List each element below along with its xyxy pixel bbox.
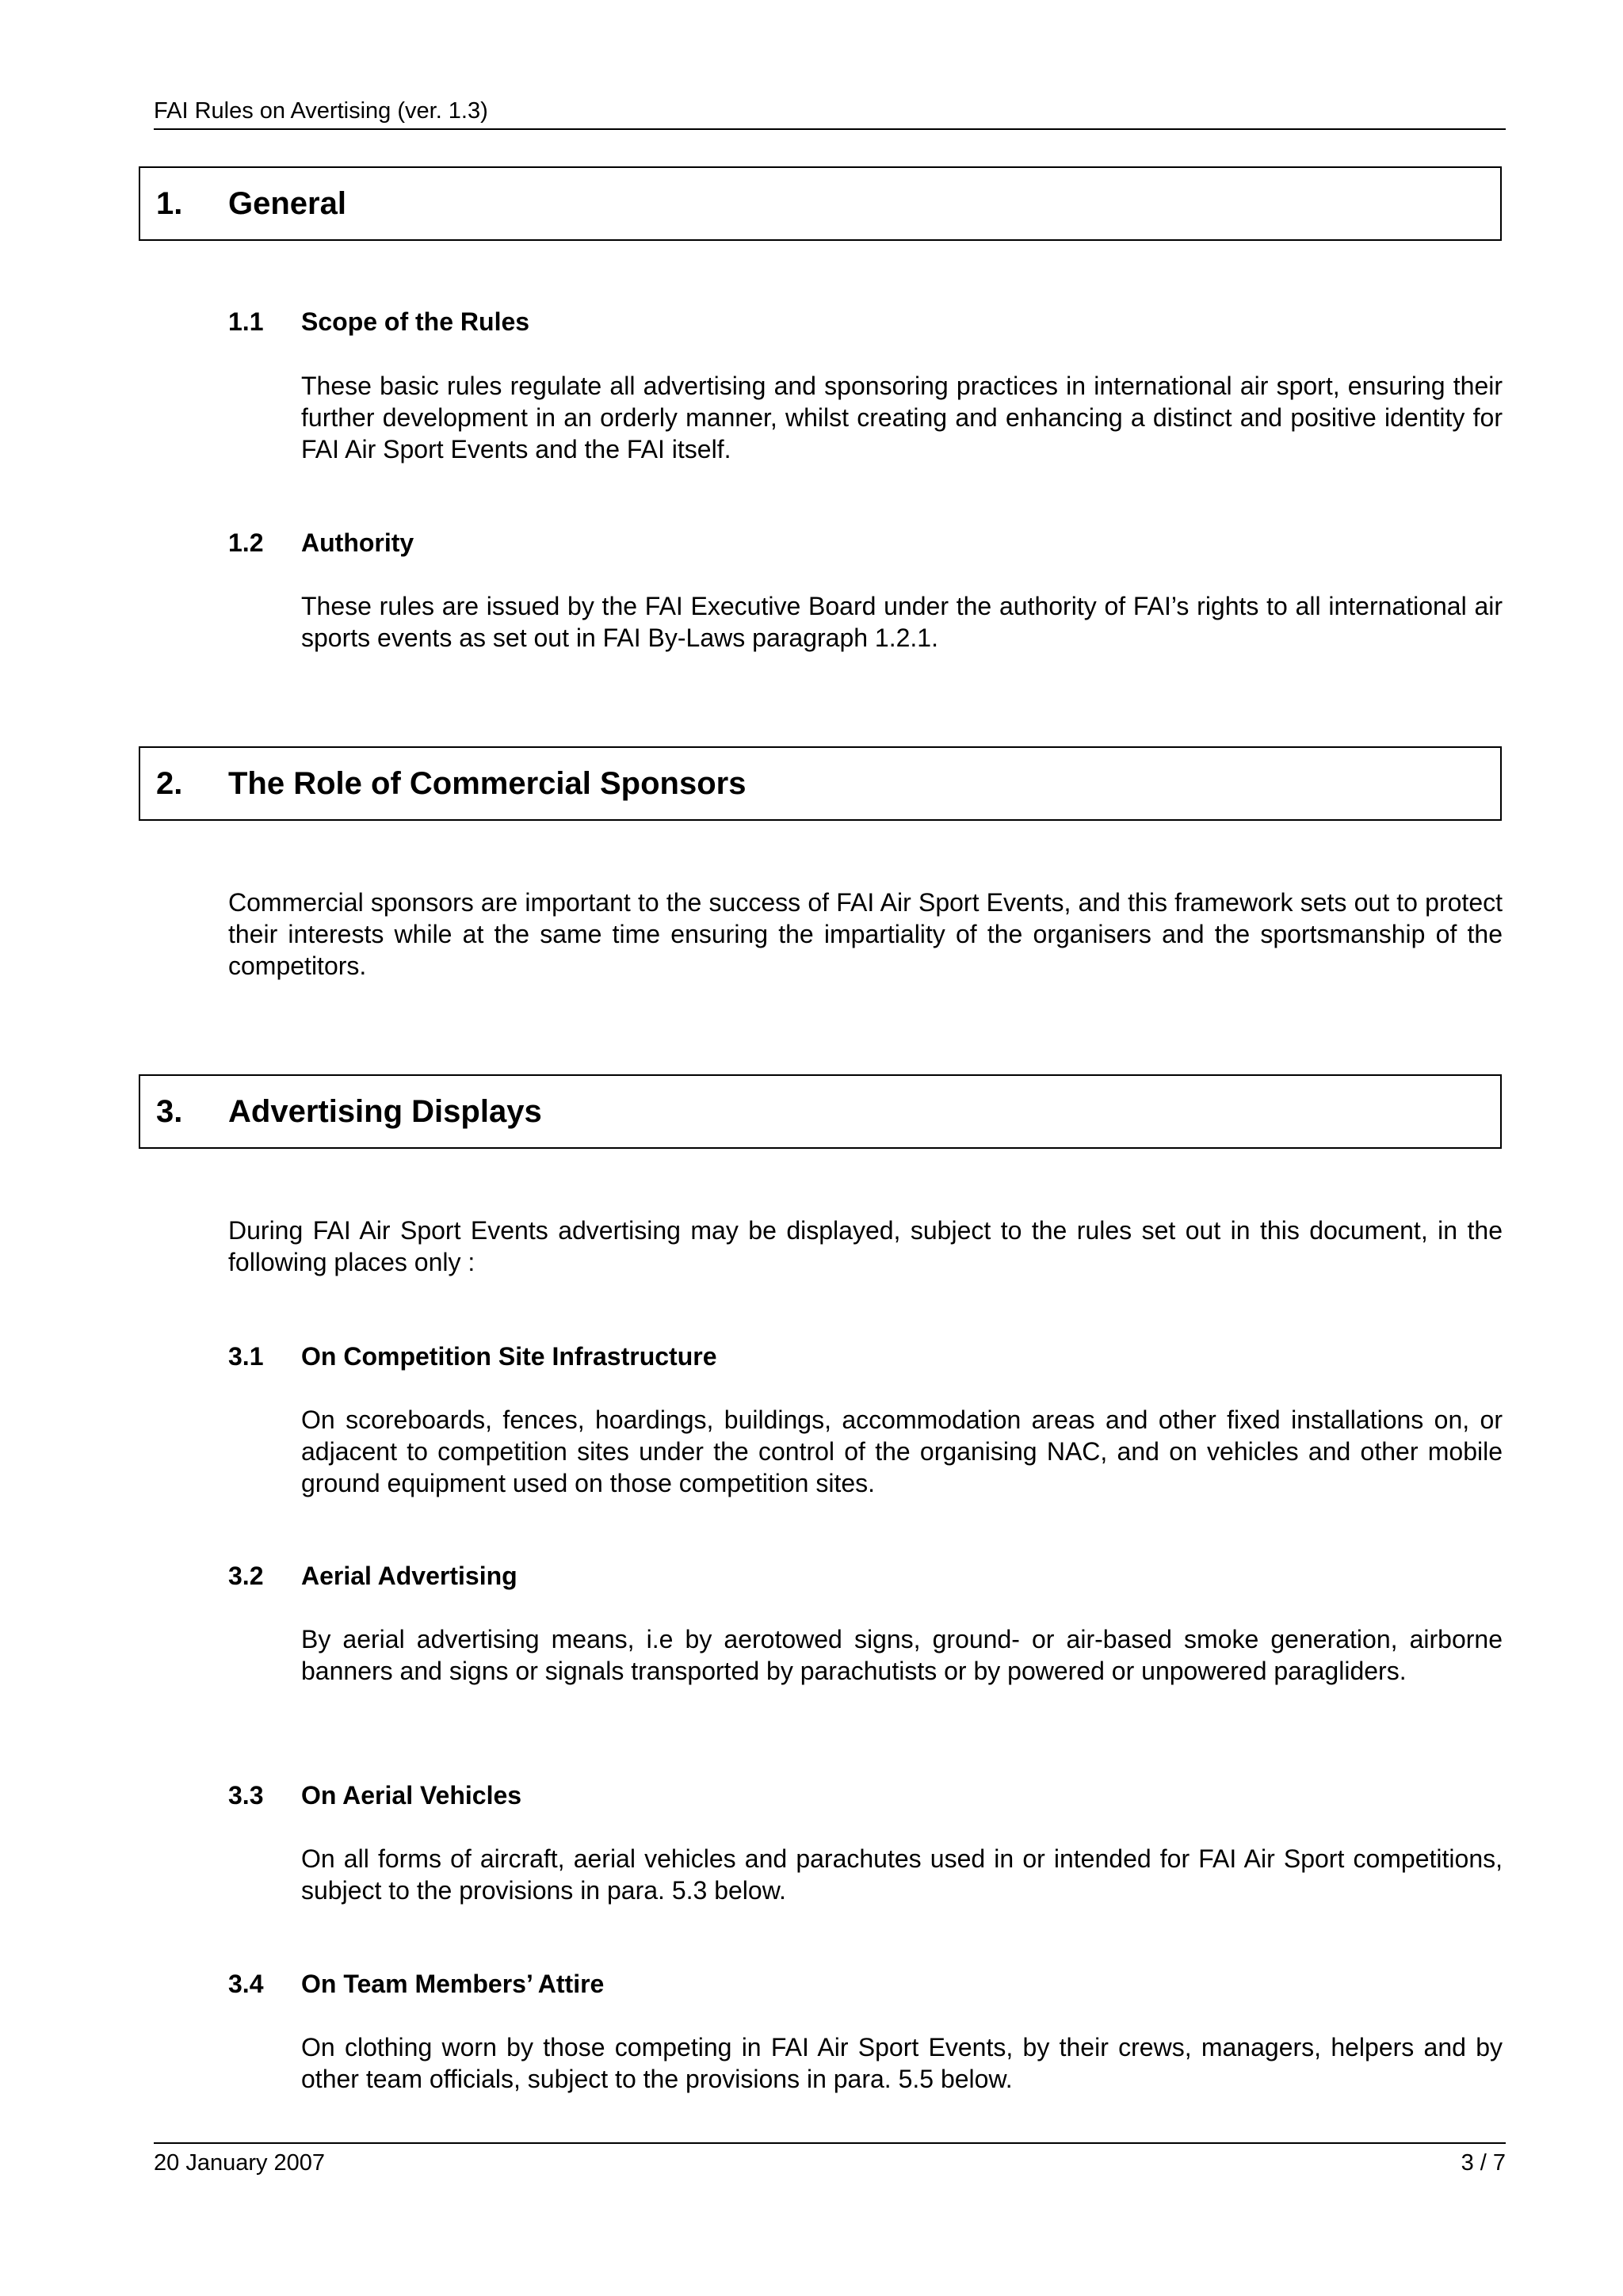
subsection-number: 3.1 [228,1342,264,1371]
subsection-title: On Competition Site Infrastructure [301,1342,717,1371]
section-title: The Role of Commercial Sponsors [228,766,747,801]
footer-date: 20 January 2007 [154,2150,326,2176]
section-heading-advertising-displays [139,1074,1502,1149]
document-title: FAI Rules on Avertising (ver. 1.3) [154,98,488,124]
section-number: 3. [156,1094,183,1129]
paragraph-aerial-advertising: By aerial advertising means, i.e by aerotowed signs, ground- or air-based smoke generation, airborne banners and signs or signals transported by parachutists or by powered or unpowered paragliders. [301,1625,1503,1685]
subsection-title: On Team Members’ Attire [301,1970,605,1998]
section-title: Advertising Displays [228,1094,542,1129]
paragraph-competition-site: On scoreboards, fences, hoardings, buildings, accommodation areas and other fixed installations on, or adjacent to competition sites under the control of the organising NAC, and on vehicles and other mobile ground equipment used on those competition sites. [301,1405,1503,1497]
subsection-number: 1.1 [228,307,264,336]
paragraph-authority: These rules are issued by the FAI Executive Board under the authority of FAI’s rights to all international air sports events as set out in FAI By-Laws paragraph 1.2.1. [301,592,1503,652]
subsection-title: Authority [301,528,414,557]
section-heading-commercial-sponsors [139,746,1502,821]
paragraph-aerial-vehicles: On all forms of aircraft, aerial vehicles and parachutes used in or intended for FAI Air Sport competitions, subject to the provisions in para. 5.3 below. [301,1844,1503,1905]
paragraph-scope: These basic rules regulate all advertising and sponsoring practices in international air sport, ensuring their further development in an orderly manner, whilst creating and enhancing a distinct and positive identity for FAI Air Sport Events and the FAI itself. [301,372,1503,463]
subsection-number: 3.2 [228,1562,264,1590]
subsection-title: Aerial Advertising [301,1562,517,1590]
paragraph-team-attire: On clothing worn by those competing in FAI Air Sport Events, by their crews, managers, helpers and by other team officials, subject to the provisions in para. 5.5 below. [301,2033,1503,2093]
paragraph-commercial-sponsors: Commercial sponsors are important to the success of FAI Air Sport Events, and this framework sets out to protect their interests while at the same time ensuring the impartiality of the organisers and the sportsmanship of the competitors. [228,888,1503,980]
subsection-number: 3.4 [228,1970,264,1998]
section-title: General [228,186,346,221]
section-number: 2. [156,766,183,801]
section-heading-general [139,166,1502,241]
subsection-number: 1.2 [228,528,264,557]
paragraph-advertising-displays: During FAI Air Sport Events advertising may be displayed, subject to the rules set out in this document, in the following places only : [228,1216,1503,1276]
subsection-title: Scope of the Rules [301,307,530,336]
page-number: 3 / 7 [1461,2150,1506,2176]
page-footer [154,2142,1506,2179]
section-number: 1. [156,186,183,221]
subsection-title: On Aerial Vehicles [301,1781,522,1810]
page-header [154,95,1506,130]
subsection-number: 3.3 [228,1781,264,1810]
